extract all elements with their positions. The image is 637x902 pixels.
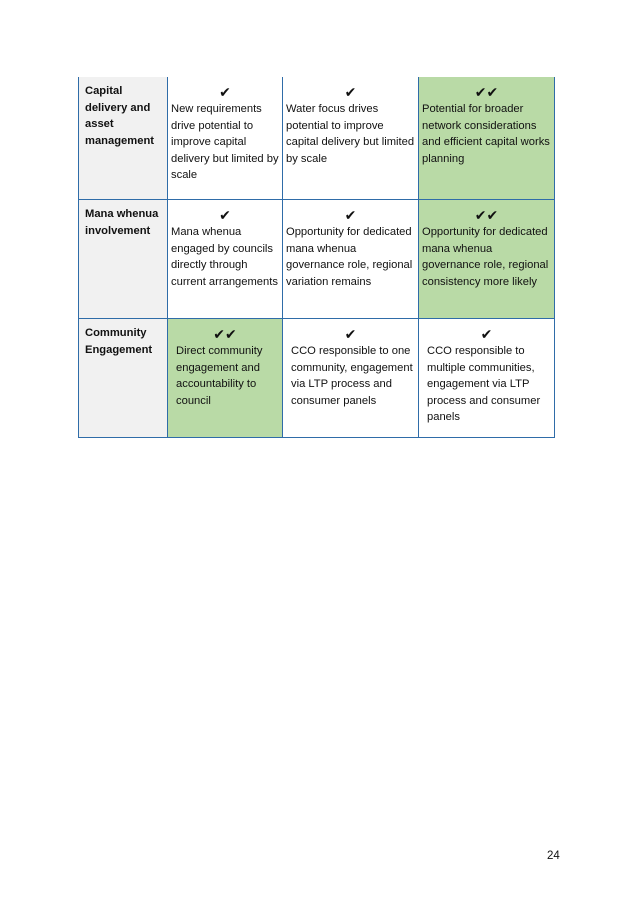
- cell-text: Direct community engagement and accountability to council: [176, 345, 263, 407]
- table-cell: [283, 77, 419, 200]
- cell-text: CCO responsible to multiple communities, engagement via LTP process and consumer panels: [427, 345, 541, 423]
- checkmark-icon: ✔: [344, 207, 357, 223]
- cell-text: Opportunity for dedicated mana whenua governance role, regional consistency more likely: [422, 226, 549, 288]
- table-cell: [283, 200, 419, 319]
- page-number: 24: [547, 850, 560, 862]
- row-label: Mana whenua involvement: [79, 200, 168, 319]
- cell-text: Mana whenua engaged by councils directly through current arrangements: [171, 226, 278, 288]
- comparison-table: [78, 77, 555, 438]
- double-checkmark-icon: ✔✔: [213, 326, 237, 342]
- cell-text: Opportunity for dedicated mana whenua governance role, regional variation remains: [286, 226, 413, 288]
- table-cell: [168, 77, 283, 200]
- double-checkmark-icon: ✔✔: [474, 207, 499, 223]
- cell-text: Water focus drives potential to improve capital delivery but limited by scale: [286, 103, 415, 165]
- cell-text: New requirements drive potential to improve capital delivery but limited by scale: [171, 103, 279, 181]
- table-cell: [283, 319, 419, 438]
- double-checkmark-icon: ✔✔: [474, 84, 499, 100]
- cell-text: Potential for broader network considerations and efficient capital works planning: [422, 103, 550, 165]
- table-cell: [419, 319, 555, 438]
- table-row: [79, 319, 555, 438]
- table-cell-highlighted: [419, 200, 555, 319]
- row-label: Capital delivery and asset management: [79, 77, 168, 200]
- table-row: [79, 200, 555, 319]
- row-label: Community Engagement: [79, 319, 168, 438]
- checkmark-icon: ✔: [344, 84, 357, 100]
- table-cell: [168, 200, 283, 319]
- table-row: [79, 77, 555, 200]
- checkmark-icon: ✔: [480, 326, 493, 342]
- checkmark-icon: ✔: [219, 84, 231, 100]
- table-cell-highlighted: [419, 77, 555, 200]
- checkmark-icon: ✔: [344, 326, 357, 342]
- checkmark-icon: ✔: [219, 207, 231, 223]
- cell-text: CCO responsible to one community, engagement via LTP process and consumer panels: [291, 345, 413, 407]
- table-cell-highlighted: [168, 319, 283, 438]
